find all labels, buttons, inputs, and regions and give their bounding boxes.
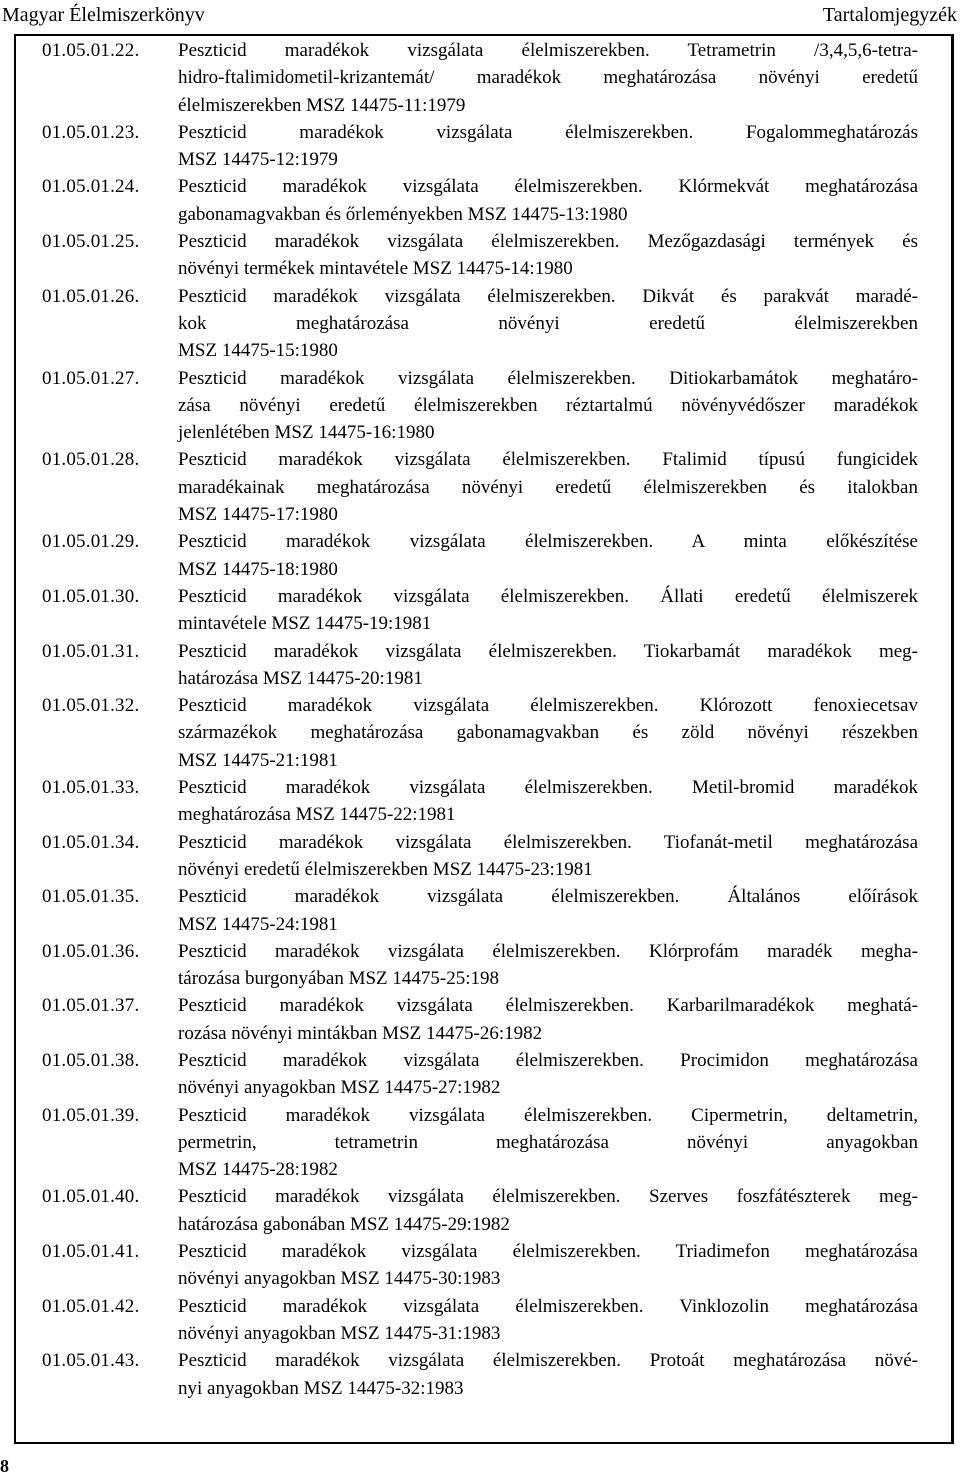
entry-title-line: Peszticid maradékok vizsgálata élelmiszerekben. Tetrametrin /3,4,5,6-tetra- xyxy=(178,40,918,61)
entry-title-line: határozása MSZ 14475-20:1981 xyxy=(178,667,423,689)
entry-title xyxy=(178,228,918,283)
toc-entry xyxy=(42,883,918,938)
entry-title-line: Peszticid maradékok vizsgálata élelmiszerekben. Fogalommeghatározás xyxy=(178,121,918,143)
entry-title-line: rozása növényi mintákban MSZ 14475-26:1982 xyxy=(178,1022,543,1044)
entry-title xyxy=(178,119,918,174)
entry-title-line: MSZ 14475-21:1981 xyxy=(178,749,338,771)
entry-title-line: származékok meghatározása gabonamagvakban és zöld növényi részekben xyxy=(178,722,918,744)
entry-title xyxy=(178,883,918,938)
entry-number: 01.05.01.33. xyxy=(42,777,140,799)
toc-entry xyxy=(42,692,918,774)
entry-number: 01.05.01.24. xyxy=(42,176,140,198)
entry-number: 01.05.01.29. xyxy=(42,531,140,553)
entry-number: 01.05.01.37. xyxy=(42,995,140,1017)
entry-title xyxy=(178,1347,918,1402)
toc-entry xyxy=(42,228,918,283)
entry-title-line: Peszticid maradékok vizsgálata élelmiszerekben. Szerves foszfátészterek meg- xyxy=(178,1186,918,1208)
entry-title xyxy=(178,528,918,583)
toc-list xyxy=(42,37,918,1402)
entry-number: 01.05.01.30. xyxy=(42,585,140,607)
entry-title xyxy=(178,283,918,365)
entry-title-line: Peszticid maradékok vizsgálata élelmiszerekben. A minta előkészítése xyxy=(178,531,918,553)
entry-title-line: Peszticid maradékok vizsgálata élelmiszerekben. Vinklozolin meghatározása xyxy=(178,1295,918,1317)
entry-number: 01.05.01.41. xyxy=(42,1241,140,1263)
entry-title-line: Peszticid maradékok vizsgálata élelmiszerekben. Ditiokarbamátok meghatáro- xyxy=(178,367,918,389)
entry-title-line: Peszticid maradékok vizsgálata élelmiszerekben. Protoát meghatározása növé- xyxy=(178,1350,918,1372)
entry-title xyxy=(178,992,918,1047)
entry-title-line: Peszticid maradékok vizsgálata élelmiszerekben. Klórprofám maradék megha- xyxy=(178,940,918,962)
entry-title xyxy=(178,829,918,884)
entry-title-line: MSZ 14475-24:1981 xyxy=(178,913,338,935)
entry-title-line: Peszticid maradékok vizsgálata élelmiszerekben. Általános előírások xyxy=(178,886,918,908)
entry-title xyxy=(178,1183,918,1238)
entry-number: 01.05.01.40. xyxy=(42,1186,140,1208)
page-header xyxy=(0,0,960,34)
entry-title xyxy=(178,774,918,829)
entry-title xyxy=(178,365,918,447)
entry-title xyxy=(178,446,918,528)
entry-title-line: gabonamagvakban és őrleményekben MSZ 14475-13:1980 xyxy=(178,203,628,225)
toc-entry xyxy=(42,774,918,829)
toc-entry xyxy=(42,1238,918,1293)
entry-title xyxy=(178,583,918,638)
entry-title-line: Peszticid maradékok vizsgálata élelmiszerekben. Metil-bromid maradékok xyxy=(178,777,918,799)
entry-title-line: MSZ 14475-18:1980 xyxy=(178,558,338,580)
entry-title xyxy=(178,1238,918,1293)
entry-title-line: meghatározása MSZ 14475-22:1981 xyxy=(178,804,456,826)
toc-entry xyxy=(42,528,918,583)
entry-title-line: Peszticid maradékok vizsgálata élelmiszerekben. Dikvát és parakvát maradé- xyxy=(178,285,918,307)
entry-number: 01.05.01.22. xyxy=(42,40,140,61)
entry-title-line: határozása gabonában MSZ 14475-29:1982 xyxy=(178,1213,510,1235)
entry-number: 01.05.01.43. xyxy=(42,1350,140,1372)
entry-title-line: Peszticid maradékok vizsgálata élelmiszerekben. Klórmekvát meghatározása xyxy=(178,176,918,198)
entry-title xyxy=(178,1102,918,1184)
entry-title-line: Peszticid maradékok vizsgálata élelmiszerekben. Tiofanát-metil meghatározása xyxy=(178,831,918,853)
entry-title-line: Peszticid maradékok vizsgálata élelmiszerekben. Klórozott fenoxiecetsav xyxy=(178,695,918,717)
entry-title-line: MSZ 14475-12:1979 xyxy=(178,149,338,171)
entry-number: 01.05.01.42. xyxy=(42,1295,140,1317)
entry-title-line: Peszticid maradékok vizsgálata élelmiszerekben. Ftalimid típusú fungicidek xyxy=(178,449,918,471)
entry-title-line: növényi eredetű élelmiszerekben MSZ 14475-23:1981 xyxy=(178,858,593,880)
entry-title-line: Peszticid maradékok vizsgálata élelmiszerekben. Mezőgazdasági termények és xyxy=(178,231,918,253)
entry-title-line: MSZ 14475-17:1980 xyxy=(178,504,338,526)
entry-title xyxy=(178,37,918,119)
toc-entry xyxy=(42,638,918,693)
entry-number: 01.05.01.34. xyxy=(42,831,140,853)
toc-entry xyxy=(42,1047,918,1102)
entry-number: 01.05.01.31. xyxy=(42,640,140,662)
entry-number: 01.05.01.35. xyxy=(42,886,140,908)
entry-number: 01.05.01.32. xyxy=(42,695,140,717)
toc-entry xyxy=(42,1102,918,1184)
entry-title-line: Peszticid maradékok vizsgálata élelmiszerekben. Cipermetrin, deltametrin, xyxy=(178,1104,918,1126)
entry-title-line: maradékainak meghatározása növényi eredetű élelmiszerekben és italokban xyxy=(178,476,918,498)
entry-title-line: növényi termékek mintavétele MSZ 14475-14:1980 xyxy=(178,258,573,280)
book-title: Magyar Élelmiszerkönyv xyxy=(2,4,205,26)
entry-title xyxy=(178,692,918,774)
entry-number: 01.05.01.39. xyxy=(42,1104,140,1126)
section-title: Tartalomjegyzék xyxy=(822,4,957,26)
entry-number: 01.05.01.27. xyxy=(42,367,140,389)
entry-title-line: nyi anyagokban MSZ 14475-32:1983 xyxy=(178,1377,464,1399)
toc-entry xyxy=(42,583,918,638)
toc-entry xyxy=(42,1293,918,1348)
entry-title-line: kok meghatározása növényi eredetű élelmiszerekben xyxy=(178,312,918,334)
toc-entry xyxy=(42,37,918,119)
toc-entry xyxy=(42,119,918,174)
entry-title-line: növényi anyagokban MSZ 14475-31:1983 xyxy=(178,1322,501,1344)
toc-entry xyxy=(42,1183,918,1238)
entry-number: 01.05.01.26. xyxy=(42,285,140,307)
entry-title-line: Peszticid maradékok vizsgálata élelmiszerekben. Karbarilmaradékok meghatá- xyxy=(178,995,918,1017)
toc-entry xyxy=(42,1347,918,1402)
entry-title-line: Peszticid maradékok vizsgálata élelmiszerekben. Procimidon meghatározása xyxy=(178,1049,918,1071)
entry-title-line: Peszticid maradékok vizsgálata élelmiszerekben. Tiokarbamát maradékok meg- xyxy=(178,640,918,662)
entry-number: 01.05.01.36. xyxy=(42,940,140,962)
entry-title-line: jelenlétében MSZ 14475-16:1980 xyxy=(178,422,435,444)
entry-title-line: Peszticid maradékok vizsgálata élelmiszerekben. Állati eredetű élelmiszerek xyxy=(178,585,918,607)
entry-title-line: MSZ 14475-28:1982 xyxy=(178,1159,338,1181)
toc-entry xyxy=(42,173,918,228)
toc-entry xyxy=(42,938,918,993)
entry-title-line: élelmiszerekben MSZ 14475-11:1979 xyxy=(178,94,466,116)
entry-title-line: tározása burgonyában MSZ 14475-25:198 xyxy=(178,968,500,990)
page-number: 8 xyxy=(0,1456,9,1476)
toc-entry xyxy=(42,283,918,365)
entry-title-line: zása növényi eredetű élelmiszerekben réztartalmú növényvédőszer maradékok xyxy=(178,394,918,416)
toc-entry xyxy=(42,829,918,884)
entry-number: 01.05.01.23. xyxy=(42,121,140,143)
entry-title xyxy=(178,638,918,693)
toc-entry xyxy=(42,365,918,447)
entry-title-line: hidro-ftalimidometil-krizantemát/ maradékok meghatározása növényi eredetű xyxy=(178,67,918,89)
entry-title-line: Peszticid maradékok vizsgálata élelmiszerekben. Triadimefon meghatározása xyxy=(178,1241,918,1263)
entry-number: 01.05.01.38. xyxy=(42,1049,140,1071)
toc-entry xyxy=(42,446,918,528)
entry-title-line: MSZ 14475-15:1980 xyxy=(178,340,338,362)
entry-title xyxy=(178,938,918,993)
entry-title-line: növényi anyagokban MSZ 14475-30:1983 xyxy=(178,1268,501,1290)
entry-title-line: mintavétele MSZ 14475-19:1981 xyxy=(178,613,432,635)
toc-entry xyxy=(42,992,918,1047)
entry-number: 01.05.01.28. xyxy=(42,449,140,471)
entry-title-line: növényi anyagokban MSZ 14475-27:1982 xyxy=(178,1077,501,1099)
entry-title xyxy=(178,1293,918,1348)
entry-title xyxy=(178,173,918,228)
entry-number: 01.05.01.25. xyxy=(42,231,140,253)
entry-title-line: permetrin, tetrametrin meghatározása növényi anyagokban xyxy=(178,1131,918,1153)
entry-title xyxy=(178,1047,918,1102)
